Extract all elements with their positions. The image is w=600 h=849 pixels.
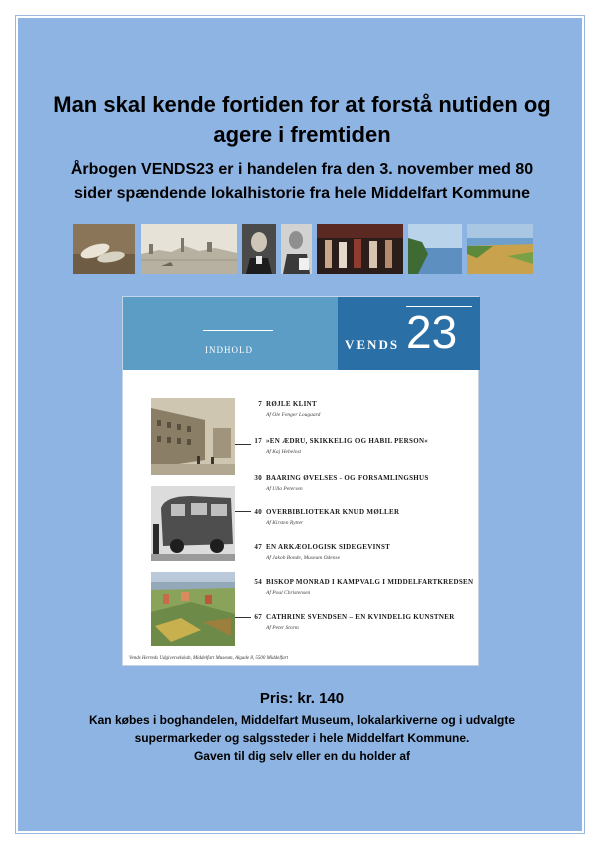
pointer-line-3 bbox=[235, 617, 251, 618]
toc-page: 54 bbox=[254, 578, 262, 586]
contents-photo-street bbox=[151, 398, 235, 475]
toc-entry bbox=[252, 508, 472, 526]
pointer-line-1 bbox=[235, 444, 251, 445]
thumbnail-stage-performance bbox=[317, 224, 403, 274]
toc-title: BAARING ØVELSES - OG FORSAMLINGSHUS bbox=[266, 474, 429, 482]
toc-page: 40 bbox=[254, 508, 262, 516]
toc-entry bbox=[252, 474, 472, 492]
toc-entry bbox=[252, 613, 472, 631]
headline bbox=[18, 90, 586, 150]
toc-author: Af Kaj Hebelost bbox=[266, 449, 302, 455]
header-rule bbox=[203, 330, 273, 331]
contents-photo-painting bbox=[151, 572, 235, 646]
contents-photo-bus bbox=[151, 486, 235, 561]
subheadline-line-1: Årbogen VENDS23 er i handelen fra den 3. november med 80 bbox=[70, 161, 534, 178]
toc-entry bbox=[252, 400, 472, 418]
publisher-imprint: Vends Herreds Udgiverselskab, Middelfart Museum, Algade 8, 5500 Middelfart bbox=[129, 656, 289, 661]
toc-title: OVERBIBLIOTEKAR KNUD MØLLER bbox=[266, 508, 400, 516]
price: Pris: kr. 140 bbox=[259, 690, 345, 707]
book-header-left bbox=[123, 297, 338, 370]
thumbnail-town-engraving bbox=[141, 224, 237, 274]
toc-page: 17 bbox=[254, 437, 262, 445]
headline-line-2: agere i fremtiden bbox=[213, 122, 391, 147]
headline-line-1: Man skal kende fortiden for at forstå nutiden og bbox=[53, 92, 551, 117]
toc-entry bbox=[252, 437, 472, 455]
toc-entry bbox=[252, 543, 472, 561]
toc-author: Af Poul Christensen bbox=[266, 590, 311, 596]
vends-year-number: 23 bbox=[406, 306, 458, 358]
toc-author: Af Ole Fenger Lougaard bbox=[266, 412, 321, 418]
purchase-info-line-1: Kan købes i boghandelen, Middelfart Museum, lokalarkiverne og i udvalgte bbox=[88, 713, 516, 727]
toc-title: CATHRINE SVENDSEN – EN KVINDELIG KUNSTNER bbox=[266, 613, 455, 621]
book-contents-page bbox=[122, 296, 479, 666]
vends-wordmark: VENDS bbox=[345, 337, 400, 352]
indhold-label: INDHOLD bbox=[205, 345, 253, 355]
toc-page: 7 bbox=[258, 400, 262, 408]
thumbnail-man-portrait bbox=[242, 224, 276, 274]
toc-author: Af Kirsten Rytter bbox=[266, 520, 304, 526]
thumbnail-woman-portrait bbox=[281, 224, 312, 274]
toc-title: »EN ÆDRU, SKIKKELIG OG HABIL PERSON« bbox=[266, 437, 429, 445]
thumbnail-strip bbox=[73, 224, 533, 274]
poster bbox=[16, 16, 584, 833]
toc-title: EN ARKÆOLOGISK SIDEGEVINST bbox=[266, 543, 391, 551]
toc-author: Af Ulla Petersen bbox=[266, 486, 303, 492]
purchase-info-line-3: Gaven til dig selv eller en du holder af bbox=[193, 749, 411, 763]
toc-author: Af Peter Storm bbox=[266, 625, 299, 631]
toc-entry bbox=[252, 578, 472, 596]
subheadline bbox=[18, 158, 586, 206]
subheadline-line-2: sider spændende lokalhistorie fra hele Middelfart Kommune bbox=[73, 185, 531, 202]
pointer-line-2 bbox=[235, 511, 251, 512]
toc-title: BISKOP MONRAD I KAMPVALG I MIDDELFARTKREDSEN bbox=[266, 578, 474, 586]
toc-author: Af Jakob Bonde, Museum Odense bbox=[266, 555, 341, 561]
toc-page: 67 bbox=[254, 613, 262, 621]
toc-page: 47 bbox=[254, 543, 262, 551]
purchase-info bbox=[18, 711, 586, 765]
toc-page: 30 bbox=[254, 474, 262, 482]
thumbnail-stone-objects bbox=[73, 224, 135, 274]
thumbnail-coastline bbox=[408, 224, 462, 274]
purchase-info-line-2: supermarkeder og salgssteder i hele Middelfart Kommune. bbox=[134, 731, 470, 745]
thumbnail-landscape-painting bbox=[467, 224, 533, 274]
toc-title: RØJLE KLINT bbox=[266, 400, 317, 408]
